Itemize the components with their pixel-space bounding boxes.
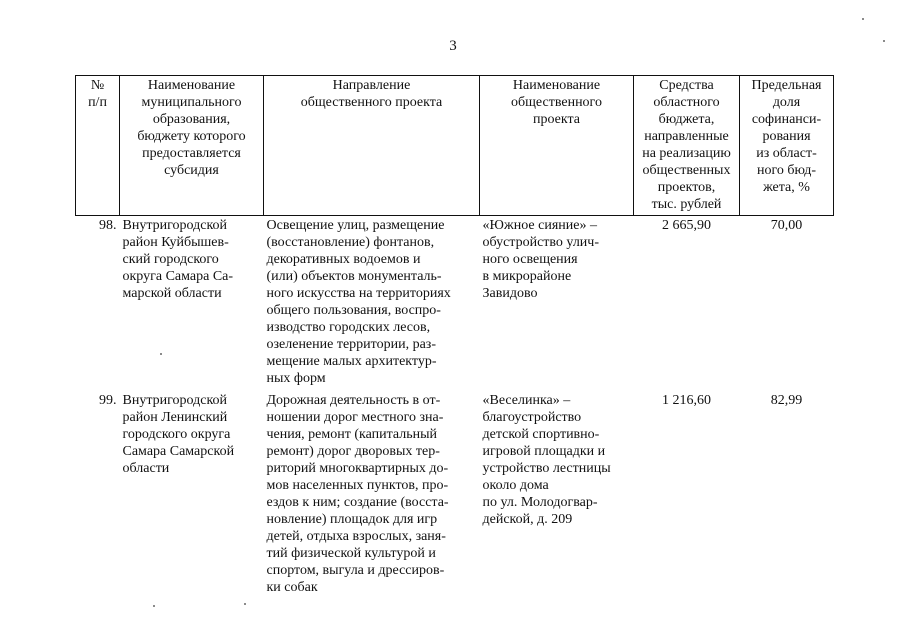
cell-line: Внутригородской (122, 393, 228, 408)
cell-line: район Куйбышев- (122, 235, 229, 250)
row-share: 70,00 (770, 218, 803, 233)
cell-line: рования (762, 129, 811, 144)
cell-line: городского округа (122, 427, 231, 442)
cell-line: игровой площадки и (482, 444, 606, 459)
cell-line: марской области (122, 286, 222, 301)
cell-line: Дорожная деятельность в от- (266, 393, 441, 408)
cell-line: субсидия (164, 163, 219, 178)
cell-line: изводство городских лесов, (266, 320, 431, 335)
cell-line: (или) объектов монументаль- (266, 269, 442, 284)
cell-line: проекта (533, 112, 580, 127)
cell-line: областного (653, 95, 720, 110)
cell-line: ношении дорог местного зна- (266, 410, 444, 425)
row-direction (264, 216, 480, 388)
row-municipality (120, 216, 264, 388)
cell-line: около дома (482, 478, 549, 493)
cell-line: Освещение улиц, размещение (266, 218, 445, 233)
header-share (740, 76, 834, 216)
header-direction (264, 76, 480, 216)
cell-line: жета, % (763, 180, 810, 195)
cell-line: образования, (152, 112, 231, 127)
cell-line: «Веселинка» – (482, 393, 571, 408)
cell-line: Завидово (482, 286, 538, 301)
cell-line: тий физической культурой и (266, 546, 436, 561)
scan-speck (862, 18, 864, 20)
scan-speck (244, 603, 246, 605)
table-row (76, 387, 834, 596)
cell-line: п/п (88, 95, 107, 110)
cell-line: (восстановление) фонтанов, (266, 235, 435, 250)
cell-line: Направление (332, 78, 411, 93)
cell-line: из област- (756, 146, 817, 161)
cell-line: район Ленинский (122, 410, 228, 425)
scan-speck (883, 40, 885, 42)
cell-line: ного освещения (482, 252, 578, 267)
cell-line: Средства (659, 78, 714, 93)
cell-line: ездов к ним; создание (восста- (266, 495, 449, 510)
page-number: 3 (449, 38, 457, 54)
cell-line: мещение малых архитектур- (266, 354, 437, 369)
cell-line: ного искусства на территориях (266, 286, 451, 301)
header-project-name (480, 76, 634, 216)
cell-line: в микрорайоне (482, 269, 572, 284)
cell-line: бюджету которого (137, 129, 246, 144)
cell-line: Наименование (147, 78, 236, 93)
scan-speck (153, 605, 155, 607)
cell-line: бюджета, (658, 112, 715, 127)
row-project (480, 387, 634, 596)
cell-line: предоставляется (142, 146, 241, 161)
cell-line: риторий многоквартирных до- (266, 461, 449, 476)
cell-line: общественных (642, 163, 731, 178)
cell-line: тыс. рублей (651, 197, 722, 212)
cell-line: дейской, д. 209 (482, 512, 573, 527)
header-number (76, 76, 120, 216)
cell-line: благоустройство (482, 410, 582, 425)
cell-line: направленные (644, 129, 729, 144)
cell-line: муниципального (141, 95, 242, 110)
cell-line: общего пользования, воспро- (266, 303, 441, 318)
cell-line: Предельная (751, 78, 822, 93)
cell-line: чения, ремонт (капитальный (266, 427, 438, 442)
cell-line: ных форм (266, 371, 326, 386)
cell-line: устройство лестницы (482, 461, 611, 476)
cell-line: декоративных водоемов и (266, 252, 421, 267)
cell-line: общественного (511, 95, 602, 110)
table-header-row (76, 76, 834, 216)
cell-line: № (90, 78, 105, 93)
cell-line: озеленение территории, раз- (266, 337, 436, 352)
cell-line: детской спортивно- (482, 427, 600, 442)
cell-line: области (122, 461, 170, 476)
cell-line: детей, отдыха взрослых, заня- (266, 529, 446, 544)
cell-line: округа Самара Са- (122, 269, 234, 284)
table-row (76, 216, 834, 388)
cell-line: ский городского (122, 252, 219, 267)
cell-line: спортом, выгула и дрессиров- (266, 563, 445, 578)
row-number: 98. (99, 218, 117, 233)
cell-line: ремонт) дорог дворовых тер- (266, 444, 440, 459)
cell-line: доля (772, 95, 801, 110)
cell-line: софинанси- (751, 112, 822, 127)
scan-speck (160, 353, 162, 355)
cell-line: проектов, (657, 180, 716, 195)
cell-line: Наименование (512, 78, 601, 93)
cell-line: Самара Самарской (122, 444, 235, 459)
cell-line: общественного проекта (300, 95, 443, 110)
cell-line: ки собак (266, 580, 318, 595)
cell-line: мов населенных пунктов, про- (266, 478, 449, 493)
row-project (480, 216, 634, 388)
row-number: 99. (99, 393, 117, 408)
row-share: 82,99 (770, 393, 803, 408)
cell-line: на реализацию (642, 146, 731, 161)
cell-line: по ул. Молодогвар- (482, 495, 598, 510)
cell-line: Внутригородской (122, 218, 228, 233)
header-funds (634, 76, 740, 216)
cell-line: новление) площадок для игр (266, 512, 438, 527)
cell-line: обустройство улич- (482, 235, 599, 250)
row-funds: 2 665,90 (662, 218, 711, 233)
cell-line: ного бюд- (756, 163, 817, 178)
row-direction (264, 387, 480, 596)
header-municipality (120, 76, 264, 216)
row-municipality (120, 387, 264, 596)
cell-line: «Южное сияние» – (482, 218, 597, 233)
subsidy-table (75, 75, 834, 596)
row-funds: 1 216,60 (662, 393, 711, 408)
